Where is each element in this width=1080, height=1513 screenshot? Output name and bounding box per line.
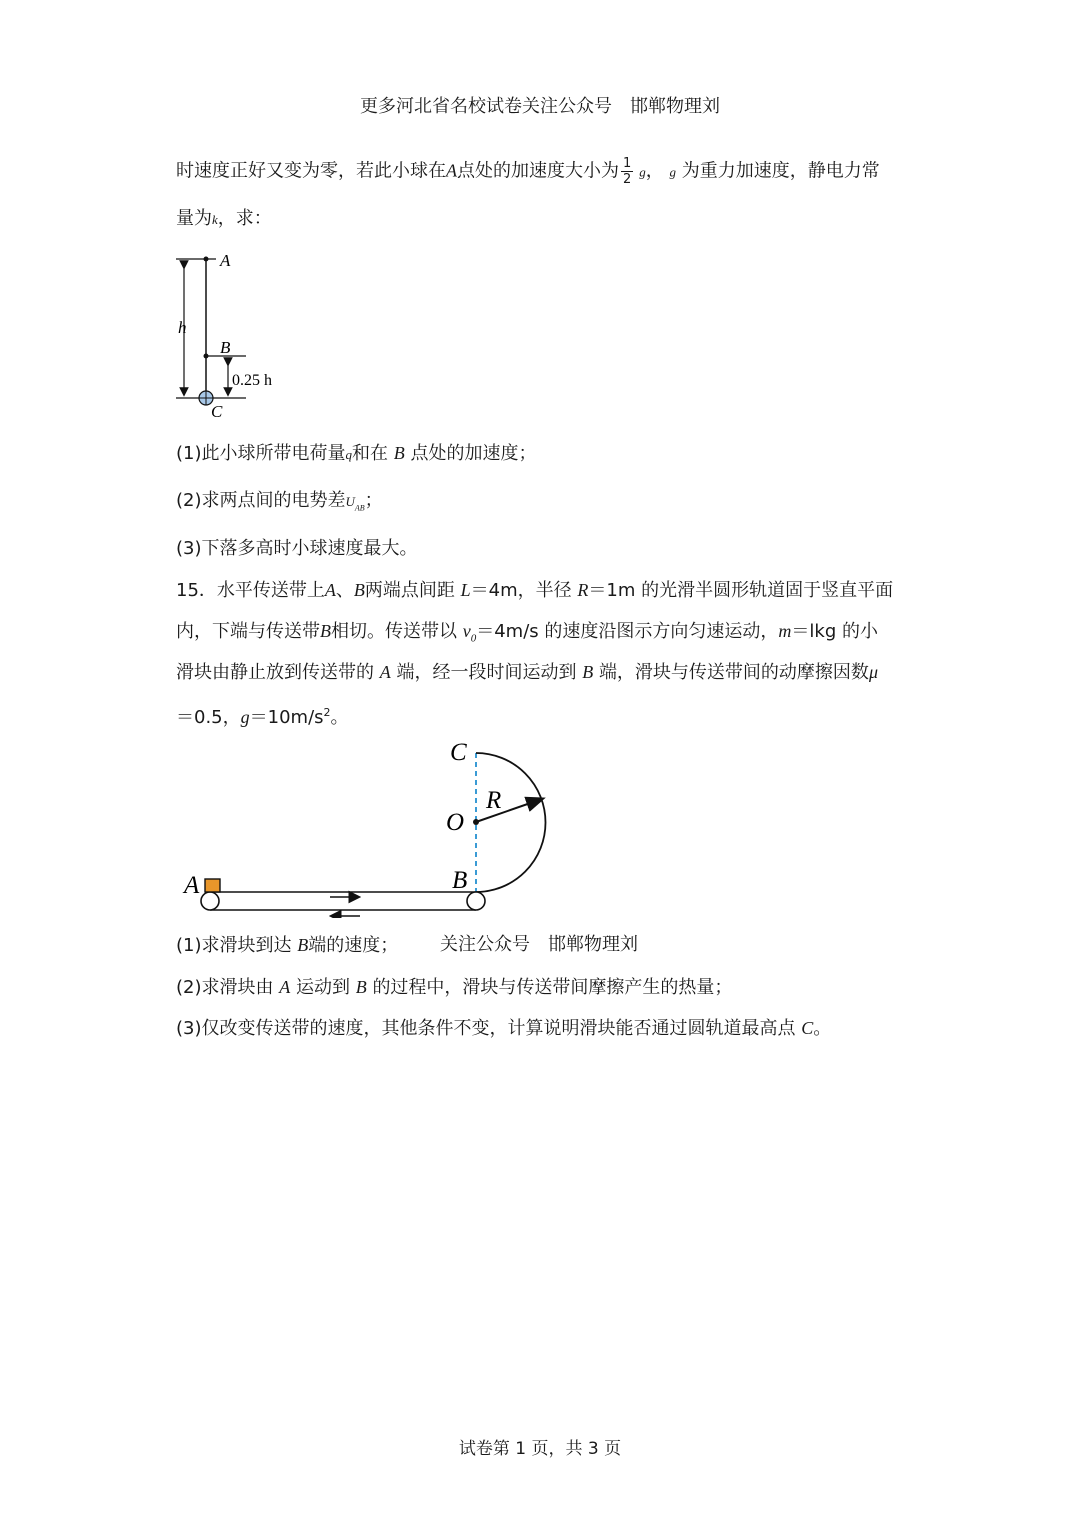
q15-subscript-0: 0: [470, 632, 477, 645]
q14-var-A: A: [446, 160, 457, 181]
fraction-half: [621, 156, 633, 187]
label-a: A: [184, 872, 200, 899]
q15-sub-1: [176, 932, 398, 959]
q14-var-U: U: [345, 494, 355, 509]
q15-var-v: v: [462, 621, 471, 641]
q15-text: ＝0.5，: [176, 707, 241, 728]
q14-figure: [170, 245, 300, 425]
q14-sub1-text: 和在: [352, 443, 388, 464]
q15-sub2-text: 运动到: [295, 977, 350, 998]
q15-text: 相切。传送带以: [331, 621, 457, 642]
page-footer: 试卷第 1 页，共 3 页: [458, 1439, 622, 1459]
q15-figure: [178, 733, 578, 918]
q15-text: ＝4m/s 的速度沿图示方向匀速运动，: [476, 621, 779, 642]
q15-var-mu: μ: [868, 662, 878, 682]
q15-text: ＝4m，半径: [470, 580, 572, 601]
q15-var-R: R: [577, 580, 589, 600]
label-c: C: [211, 402, 223, 421]
q15-text: 滑块由静止放到传送带的: [176, 662, 374, 683]
q15-line-1: [176, 577, 893, 604]
fraction-denominator: 2: [623, 172, 632, 187]
q15-var-m: m: [778, 621, 792, 641]
q14-sub-2: [176, 488, 383, 522]
q15-var-B: B: [320, 621, 331, 641]
q14-text: 时速度正好又变为零，若此小球在: [176, 160, 446, 182]
q14-text: ，: [645, 160, 664, 182]
semicircular-track: [476, 753, 546, 892]
q14-var-g: g: [639, 164, 646, 180]
q14-text: 量为: [176, 208, 212, 229]
q14-subscript-ab: AB: [354, 503, 365, 513]
point-a-dot: [204, 257, 209, 262]
q15-text: 端，经一段时间运动到: [396, 662, 577, 683]
q15-var-B: B: [355, 977, 367, 997]
q15-var-C: C: [801, 1018, 814, 1038]
q14-var-g: g: [669, 164, 677, 180]
page-header: 更多河北省名校试卷关注公众号 邯郸物理刘: [360, 96, 720, 117]
q15-text: ＝10m/s: [249, 707, 324, 728]
q14-sub2-text: ；: [364, 490, 383, 511]
q15-var-B: B: [582, 662, 594, 682]
label-h: h: [178, 318, 187, 337]
q15-text: 内，下端与传送带: [176, 621, 320, 642]
q14-sub-3: (3)下落多高时小球速度最大。: [176, 538, 418, 559]
q14-sub2-text: (2)求两点间的电势差: [176, 490, 346, 511]
q15-sub3-text: (3)仅改变传送带的速度，其他条件不变，计算说明滑块能否通过圆轨道最高点: [176, 1018, 796, 1039]
q15-sub2-text: 的过程中，滑块与传送带间摩擦产生的热量；: [372, 977, 733, 998]
q15-var-B: B: [353, 580, 365, 600]
point-b-dot: [204, 354, 209, 359]
q15-sub1-text: 端的速度；: [308, 935, 399, 956]
q15-sub2-text: (2)求滑块由: [176, 977, 274, 998]
watermark-note: 关注公众号 邯郸物理刘: [440, 934, 638, 955]
label-r: R: [486, 787, 502, 814]
label-c: C: [450, 739, 467, 766]
q15-var-A: A: [379, 662, 391, 682]
label-o: O: [446, 809, 465, 836]
q15-sub-3: [176, 1015, 831, 1042]
q14-sub1-text: (1)此小球所带电荷量: [176, 443, 346, 464]
q15-text: ＝lkg 的小: [791, 621, 878, 642]
pulley-left: [201, 892, 219, 910]
q15-var-A: A: [324, 580, 336, 600]
q15-sub3-text: 。: [813, 1018, 832, 1039]
q15-line-2: [176, 618, 878, 652]
q15-superscript-2: 2: [323, 706, 331, 719]
slider-block: [205, 879, 220, 892]
q15-text: 。: [330, 707, 349, 728]
pulley-right: [467, 892, 485, 910]
q15-text: 15．水平传送带上: [176, 580, 325, 601]
q15-var-A: A: [279, 977, 291, 997]
fraction-numerator: 1: [623, 156, 632, 171]
label-a: A: [220, 251, 231, 270]
q14-line-2: [176, 206, 272, 233]
label-b: B: [452, 867, 468, 894]
q15-text: ＝1m 的光滑半圆形轨道固于竖直平面: [588, 580, 894, 601]
q14-text: 点处的加速度大小为: [457, 160, 619, 182]
q14-var-q: q: [345, 447, 352, 462]
q15-text: 、: [335, 580, 354, 601]
q15-line-4: [176, 700, 349, 731]
q15-sub-2: [176, 974, 732, 1001]
q14-line-1: [176, 156, 880, 187]
label-b: B: [220, 338, 231, 357]
q14-text: ，求：: [217, 208, 272, 229]
q15-var-L: L: [460, 580, 471, 600]
q15-var-g: g: [240, 707, 250, 727]
q14-text: 为重力加速度，静电力常: [681, 160, 880, 182]
q15-text: 端，滑块与传送带间的动摩擦因数: [598, 662, 869, 683]
label-quarter-h: 0.25 h: [232, 372, 272, 389]
q14-var-B: B: [393, 443, 405, 463]
q14-sub-1: [176, 440, 536, 468]
q14-var-k: k: [212, 212, 218, 227]
q15-text: 两端点间距: [364, 580, 455, 601]
q15-sub1-text: (1)求滑块到达: [176, 935, 292, 956]
q15-line-3: [176, 659, 878, 686]
q15-var-B: B: [297, 935, 309, 955]
q14-sub1-text: 点处的加速度；: [410, 443, 537, 464]
